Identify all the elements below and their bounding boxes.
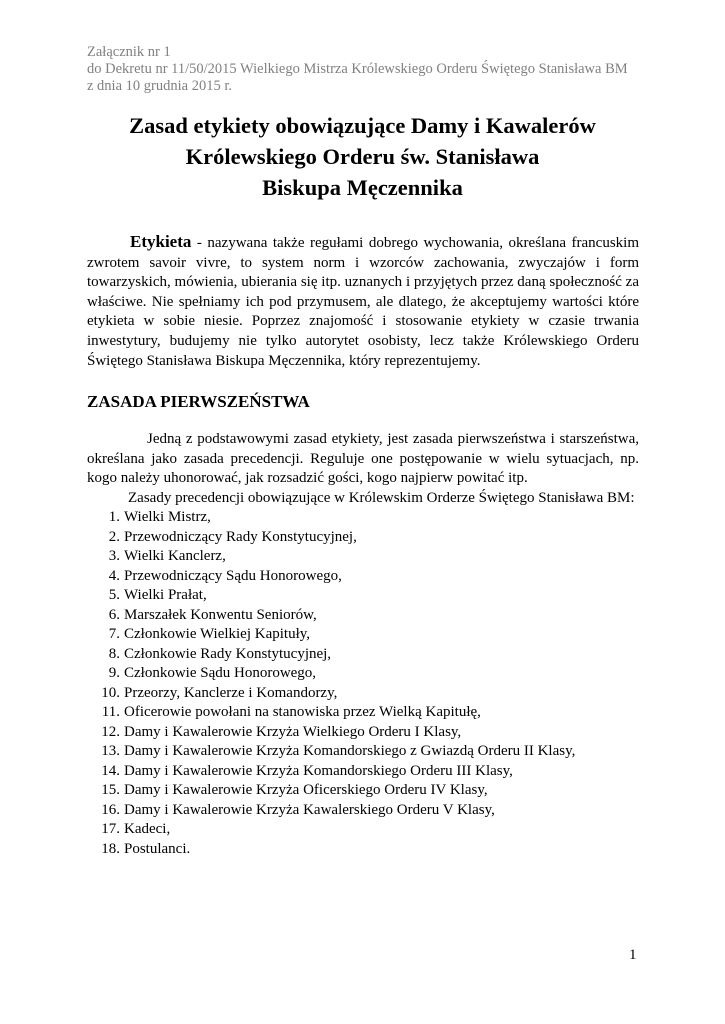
list-item xyxy=(87,664,647,684)
attachment-note-line-1: Załącznik nr 1 xyxy=(87,44,171,60)
list-item-text: Postulanci. xyxy=(124,840,191,857)
intro-paragraph xyxy=(87,232,639,371)
list-item-number: 7. xyxy=(108,626,120,642)
list-item xyxy=(87,762,647,782)
list-item-text: Kadeci, xyxy=(124,821,171,837)
list-item-number: 10. xyxy=(101,684,120,701)
list-item-number: 5. xyxy=(108,587,120,603)
list-item xyxy=(87,547,647,567)
list-item-text: Wielki Prałat, xyxy=(124,587,207,603)
list-item-number: 15. xyxy=(101,782,120,798)
list-item-text: Przeorzy, Kanclerze i Komandorzy, xyxy=(124,684,338,701)
list-item-number: 17. xyxy=(101,821,120,837)
attachment-note xyxy=(87,44,687,95)
precedence-list-intro: Zasady precedencji obowiązujące w Królewskim Orderze Świętego Stanisława BM: xyxy=(128,490,635,506)
list-item-text: Wielki Mistrz, xyxy=(124,509,211,525)
list-item xyxy=(87,703,647,723)
list-item xyxy=(87,645,647,665)
document-title-line-2: Królewskiego Orderu św. Stanisława xyxy=(185,144,540,169)
list-item-text: Przewodniczący Sądu Honorowego, xyxy=(124,567,342,584)
list-item xyxy=(87,820,647,840)
intro-lead-term: Etykieta xyxy=(130,232,192,251)
list-item-text: Oficerowie powołani na stanowiska przez Wielką Kapitułę, xyxy=(124,704,481,720)
list-item-text: Damy i Kawalerowie Krzyża Komandorskiego Orderu III Klasy, xyxy=(124,762,513,779)
list-item-number: 16. xyxy=(101,801,120,818)
list-item-text: Marszałek Konwentu Seniorów, xyxy=(124,606,317,623)
list-item xyxy=(87,625,647,645)
list-item-text: Damy i Kawalerowie Krzyża Wielkiego Orderu I Klasy, xyxy=(124,723,462,740)
list-item xyxy=(87,781,647,801)
list-item xyxy=(87,840,647,860)
section-heading: ZASADA PIERWSZEŃSTWA xyxy=(87,392,310,411)
list-item xyxy=(87,508,647,528)
list-item xyxy=(87,742,647,762)
list-item xyxy=(87,606,647,626)
list-item xyxy=(87,723,647,743)
list-item-text: Przewodniczący Rady Konstytucyjnej, xyxy=(124,528,357,545)
list-item-text: Członkowie Rady Konstytucyjnej, xyxy=(124,645,332,662)
list-item-number: 4. xyxy=(108,567,120,584)
list-item-text: Wielki Kanclerz, xyxy=(124,548,226,564)
list-item-number: 6. xyxy=(108,606,120,623)
list-item-text: Członkowie Sądu Honorowego, xyxy=(124,665,317,681)
list-item xyxy=(87,684,647,704)
precedence-list xyxy=(87,508,647,859)
list-item xyxy=(87,801,647,821)
list-item-number: 8. xyxy=(108,645,120,662)
list-item xyxy=(87,528,647,548)
document-title-line-3: Biskupa Męczennika xyxy=(262,175,463,200)
document-title-line-1: Zasad etykiety obowiązujące Damy i Kawalerów xyxy=(129,113,596,138)
list-item-number: 1. xyxy=(108,509,120,525)
list-item-number: 14. xyxy=(101,762,120,779)
list-item xyxy=(87,586,647,606)
document-title xyxy=(60,110,665,203)
list-item-number: 12. xyxy=(101,723,120,740)
list-item-text: Damy i Kawalerowie Krzyża Kawalerskiego Orderu V Klasy, xyxy=(124,801,495,818)
precedence-paragraph-text: Jedną z podstawowymi zasad etykiety, jest zasada pierwszeństwa i starszeństwa, określana jako zasada precedencji. Reguluje one postępowanie w wielu sytuacjach, np. kogo należy uhonorować, jak rozsadzić gości, kogo najpierw powitać itp. xyxy=(87,431,639,487)
precedence-paragraph xyxy=(87,430,639,489)
list-item-number: 2. xyxy=(108,528,120,545)
attachment-note-line-3: z dnia 10 grudnia 2015 r. xyxy=(87,78,232,94)
attachment-note-line-2: do Dekretu nr 11/50/2015 Wielkiego Mistrza Królewskiego Orderu Świętego Stanisława BM xyxy=(87,61,628,77)
intro-text: - nazywana także regułami dobrego wychowania, określana francuskim zwrotem savoir vivre, to system norm i wzorców zachowania, zwyczajów i form towarzyskich, mówienia, ubierania się itp. uznanych i przyjętych przez daną społeczność za właściwe. Nie spełniamy ich pod przymusem, ale dlatego, że akceptujemy wartości które etykieta w sobie niesie. Poprzez znajomość i stosowanie etykiety w czasie trwania inwestytury, budujemy nie tylko autorytet osobisty, lecz także Królewskiego Orderu Świętego Stanisława Biskupa Męczennika, który reprezentujemy. xyxy=(87,235,639,369)
list-item-text: Damy i Kawalerowie Krzyża Oficerskiego Orderu IV Klasy, xyxy=(124,782,488,798)
list-item-number: 13. xyxy=(101,743,120,759)
list-item-number: 18. xyxy=(101,840,120,857)
list-item-number: 9. xyxy=(108,665,120,681)
list-item-number: 11. xyxy=(101,704,120,720)
list-item-text: Damy i Kawalerowie Krzyża Komandorskiego z Gwiazdą Orderu II Klasy, xyxy=(124,743,576,759)
list-item-number: 3. xyxy=(108,548,120,564)
page-number: 1 xyxy=(629,947,637,963)
list-item-text: Członkowie Wielkiej Kapituły, xyxy=(124,626,311,642)
list-item xyxy=(87,567,647,587)
